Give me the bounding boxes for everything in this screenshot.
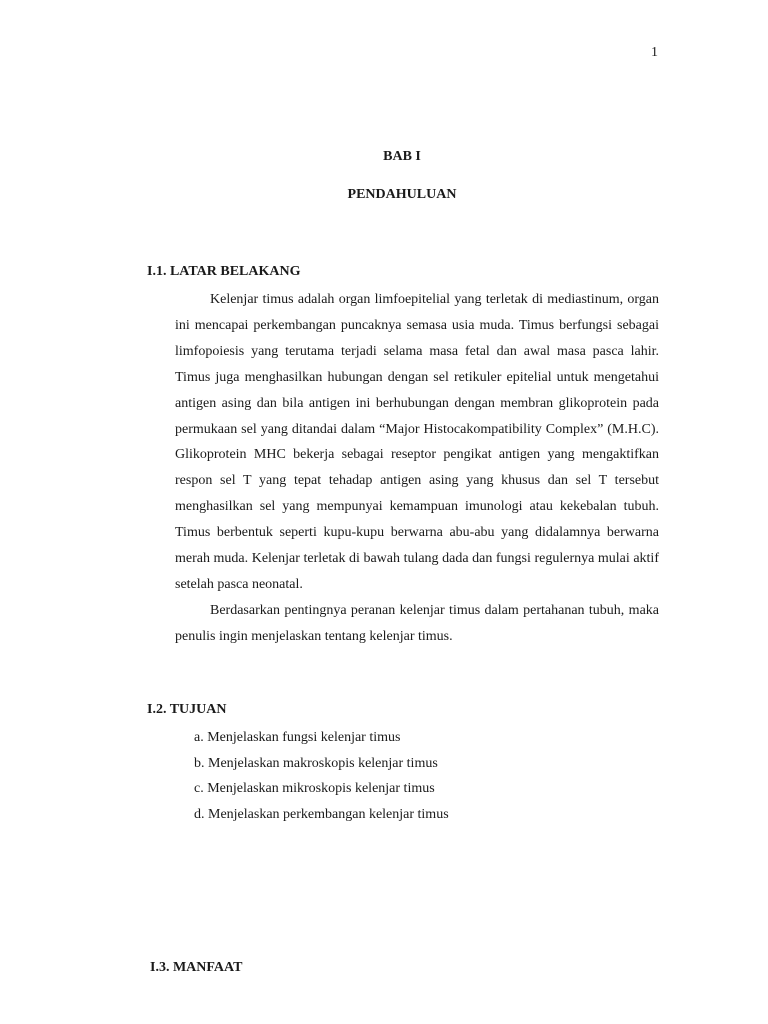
list-item: d. Menjelaskan perkembangan kelenjar timus [194, 806, 449, 822]
chapter-title: BAB I [383, 149, 421, 164]
section-heading-manfaat: I.3. MANFAAT [150, 960, 243, 975]
section-heading-latar-belakang: I.1. LATAR BELAKANG [147, 264, 301, 279]
chapter-subtitle: PENDAHULUAN [347, 187, 457, 202]
tujuan-list [194, 725, 449, 827]
list-item: c. Menjelaskan mikroskopis kelenjar timus [194, 781, 435, 796]
latar-belakang-body [175, 287, 659, 650]
list-item: b. Menjelaskan makroskopis kelenjar timus [194, 755, 438, 771]
list-item: a. Menjelaskan fungsi kelenjar timus [194, 730, 401, 745]
section-heading-tujuan: I.2. TUJUAN [147, 702, 227, 717]
page-number: 1 [651, 45, 658, 60]
paragraph: Kelenjar timus adalah organ limfoepitelial yang terletak di mediastinum, organ ini mencapai perkembangan puncaknya semasa usia muda. Timus berfungsi sebagai limfopoiesis yang terutama terjadi selama masa fetal dan awal masa pasca lahir. Timus juga menghasilkan hubungan dengan sel retikuler epitelial untuk mengetahui antigen asing dan bila antigen ini berhubungan dengan membran glikoprotein pada permukaan sel yang ditandai dalam “Major Histocakompatibility Complex” (M.H.C). Glikoprotein MHC bekerja sebagai reseptor pengikat antigen yang mengaktifkan respon sel T yang tepat tehadap antigen asing yang khusus dan sel T tersebut menghasilkan sel yang mempunyai kemampuan imunologi atau kekebalan tubuh. Timus berbentuk seperti kupu-kupu berwarna abu-abu yang didalamnya berwarna merah muda. Kelenjar terletak di bawah tulang dada dan fungsi regulernya mulai aktif setelah pasca neonatal. [175, 292, 659, 592]
paragraph: Berdasarkan pentingnya peranan kelenjar timus dalam pertahanan tubuh, maka penulis ingin menjelaskan tentang kelenjar timus. [175, 602, 659, 644]
